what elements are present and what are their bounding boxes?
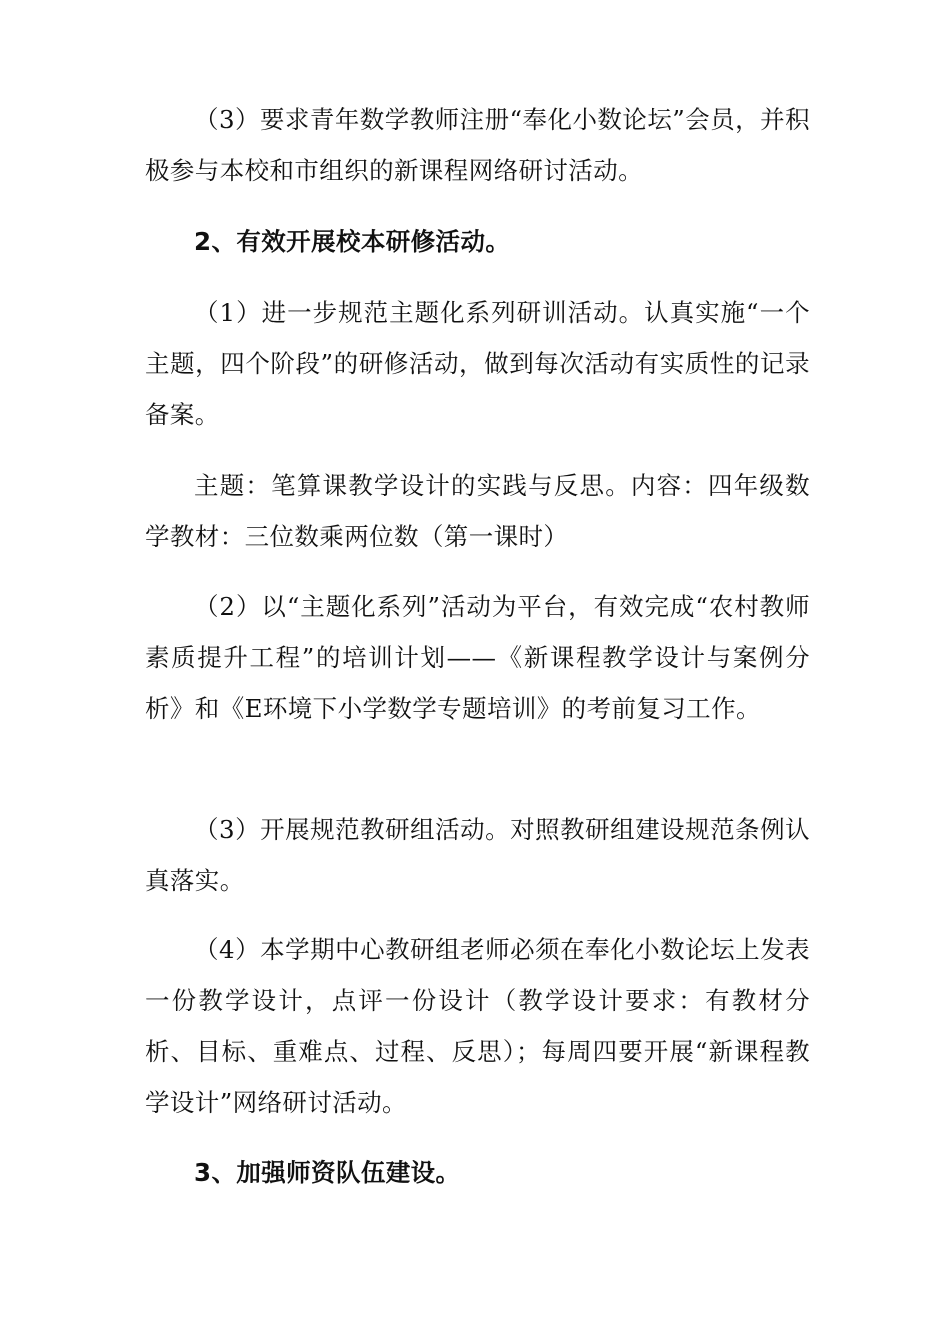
- paragraph-theme-content: 主题：笔算课教学设计的实践与反思。内容：四年级数学教材：三位数乘两位数（第一课时）: [145, 471, 810, 551]
- section-heading-teacher-team: 3、加强师资队伍建设。: [194, 1158, 461, 1187]
- section-heading-school-research: 2、有效开展校本研修活动。: [194, 227, 511, 256]
- paragraph-theme-series: （1）进一步规范主题化系列研训活动。认真实施“一个主题，四个阶段”的研修活动，做到每次活动有实质性的记录备案。: [145, 298, 810, 429]
- paragraph-forum-registration: （3）要求青年数学教师注册“奉化小数论坛”会员，并积极参与本校和市组织的新课程网络研讨活动。: [145, 105, 810, 185]
- paragraph-teaching-design: （4）本学期中心教研组老师必须在奉化小数论坛上发表一份教学设计，点评一份设计（教学设计要求：有教材分析、目标、重难点、过程、反思）；每周四要开展“新课程教学设计”网络研讨活动。: [145, 935, 810, 1117]
- paragraph-training-plan: （2）以“主题化系列”活动为平台，有效完成“农村教师素质提升工程”的培训计划——《新课程教学设计与案例分析》和《E环境下小学数学专题培训》的考前复习工作。: [145, 592, 810, 723]
- paragraph-research-group: （3）开展规范教研组活动。对照教研组建设规范条例认真落实。: [145, 815, 810, 895]
